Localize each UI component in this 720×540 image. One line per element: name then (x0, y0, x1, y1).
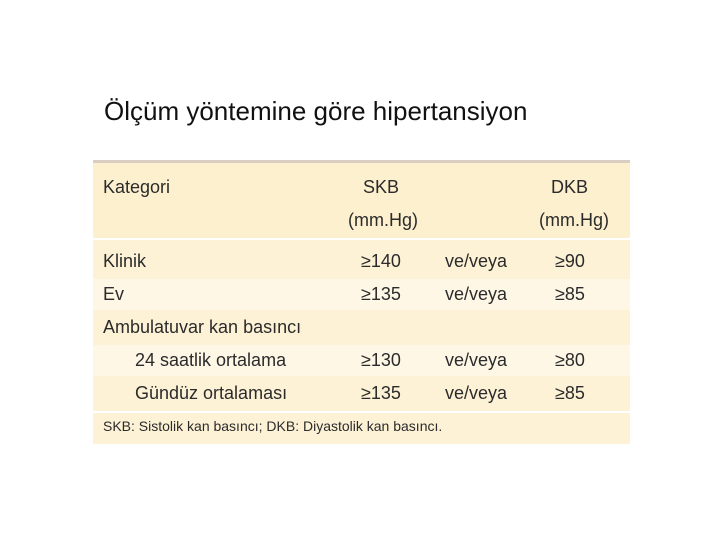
row-conj: ve/veya (445, 251, 508, 271)
table-row (93, 345, 630, 376)
row-skb: ≥130 (361, 350, 401, 370)
header-skb: SKB (363, 177, 400, 197)
header-dkb: DKB (551, 177, 589, 197)
hypertension-table (93, 160, 630, 444)
row-conj: ve/veya (445, 383, 508, 403)
row-category: Gündüz ortalaması (135, 383, 288, 403)
row-category: 24 saatlik ortalama (135, 350, 287, 370)
row-category: Klinik (103, 251, 147, 271)
row-dkb: ≥80 (555, 350, 585, 370)
table-footnote: SKB: Sistolik kan basıncı; DKB: Diyastolik kan basıncı. (103, 418, 443, 434)
row-category: Ambulatuvar kan basıncı (103, 317, 302, 337)
row-conj: ve/veya (445, 350, 508, 370)
slide-title: Ölçüm yöntemine göre hipertansiyon (104, 96, 528, 126)
table-row (93, 246, 630, 277)
table-row (93, 312, 630, 343)
row-skb: ≥135 (361, 284, 401, 304)
row-conj: ve/veya (445, 284, 508, 304)
row-skb: ≥135 (361, 383, 401, 403)
table-header (93, 163, 630, 238)
row-dkb: ≥85 (555, 284, 585, 304)
header-divider (93, 238, 630, 240)
footnote-divider (93, 411, 630, 413)
header-skb-unit: (mm.Hg) (348, 210, 418, 230)
row-skb: ≥140 (361, 251, 401, 271)
table-row (93, 279, 630, 310)
row-category: Ev (103, 284, 125, 304)
header-category: Kategori (103, 177, 171, 197)
row-dkb: ≥85 (555, 383, 585, 403)
row-dkb: ≥90 (555, 251, 585, 271)
table-row (93, 378, 630, 409)
header-dkb-unit: (mm.Hg) (539, 210, 609, 230)
